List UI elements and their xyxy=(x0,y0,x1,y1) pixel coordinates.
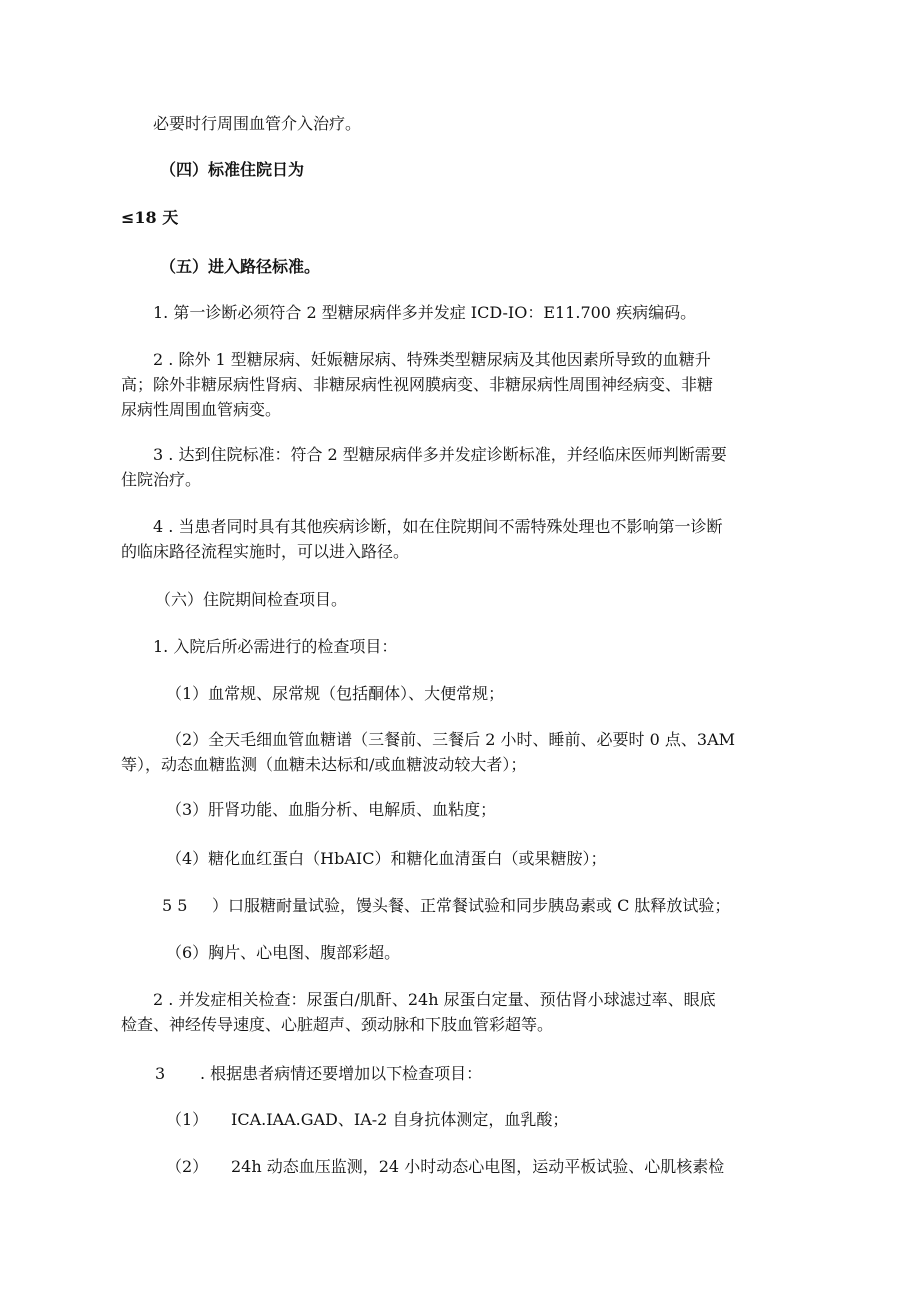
section-5-item-4-line-2: 的临床路径流程实施时，可以进入路径。 xyxy=(121,542,410,561)
section-6-item-1-heading: 1. 入院后所必需进行的检查项目： xyxy=(153,637,398,656)
section-6-item-1-sub-1: （1）血常规、尿常规（包括酮体）、大便常规； xyxy=(166,684,505,703)
section-6-item-3-sub-2-number: （2） xyxy=(166,1157,209,1176)
section-5-item-2-line-1: 2 . 除外 1 型糖尿病、妊娠糖尿病、特殊类型糖尿病及其他因素所导致的血糖升 xyxy=(153,350,711,369)
section-6-item-1-sub-2-line-1: （2）全天毛细血管血糖谱（三餐前、三餐后 2 小时、睡前、必要时 0 点、3AM xyxy=(166,730,736,749)
section-6-item-2-line-1: 2 . 并发症相关检查：尿蛋白/肌酐、24h 尿蛋白定量、预估肾小球滤过率、眼底 xyxy=(153,990,716,1009)
section-6-item-3-sub-2-text: 24h 动态血压监测，24 小时动态心电图，运动平板试验、心肌核素检 xyxy=(231,1157,725,1176)
section-5-heading: （五）进入路径标准。 xyxy=(160,257,321,276)
section-6-item-1-sub-5-number: 5 5 xyxy=(162,896,188,915)
section-6-item-1-sub-3: （3）肝肾功能、血脂分析、电解质、血粘度； xyxy=(166,800,497,819)
section-6-item-2-line-2: 检查、神经传导速度、心脏超声、颈动脉和下肢血管彩超等。 xyxy=(121,1015,554,1034)
section-6-item-1-sub-5-text: ）口服糖耐量试验，馒头餐、正常餐试验和同步胰岛素或 C 肽释放试验； xyxy=(212,896,731,915)
section-4-value: ≤18 天 xyxy=(121,208,179,227)
section-4-heading: （四）标准住院日为 xyxy=(160,160,305,179)
paragraph-peripheral-intervention: 必要时行周围血管介入治疗。 xyxy=(153,114,362,133)
section-5-item-1: 1. 第一诊断必须符合 2 型糖尿病伴多并发症 ICD-IO：E11.700 疾病编码。 xyxy=(153,303,697,322)
section-5-item-2-line-3: 尿病性周围血管病变。 xyxy=(121,400,282,419)
section-6-item-1-sub-6: （6）胸片、心电图、腹部彩超。 xyxy=(166,943,401,962)
section-6-item-1-sub-2-line-2: 等），动态血糖监测（血糖未达标和/或血糖波动较大者）； xyxy=(121,755,527,774)
section-6-item-1-sub-4: （4）糖化血红蛋白（HbAIC）和糖化血清蛋白（或果糖胺）； xyxy=(166,849,607,868)
section-6-item-3-sub-1-number: （1） xyxy=(166,1110,209,1129)
section-6-heading: （六）住院期间检查项目。 xyxy=(155,590,348,609)
section-6-item-3-number: 3 xyxy=(155,1064,166,1083)
section-5-item-3-line-1: 3 . 达到住院标准：符合 2 型糖尿病伴多并发症诊断标准，并经临床医师判断需要 xyxy=(153,445,727,464)
section-6-item-3-text: . 根据患者病情还要增加以下检查项目： xyxy=(200,1064,483,1083)
section-5-item-2-line-2: 高；除外非糖尿病性肾病、非糖尿病性视网膜病变、非糖尿病性周围神经病变、非糖 xyxy=(121,375,714,394)
section-6-item-3-sub-1-text: ICA.IAA.GAD、IA-2 自身抗体测定，血乳酸； xyxy=(231,1110,569,1129)
section-5-item-3-line-2: 住院治疗。 xyxy=(121,470,202,489)
section-5-item-4-line-1: 4 . 当患者同时具有其他疾病诊断，如在住院期间不需特殊处理也不影响第一诊断 xyxy=(153,517,723,536)
